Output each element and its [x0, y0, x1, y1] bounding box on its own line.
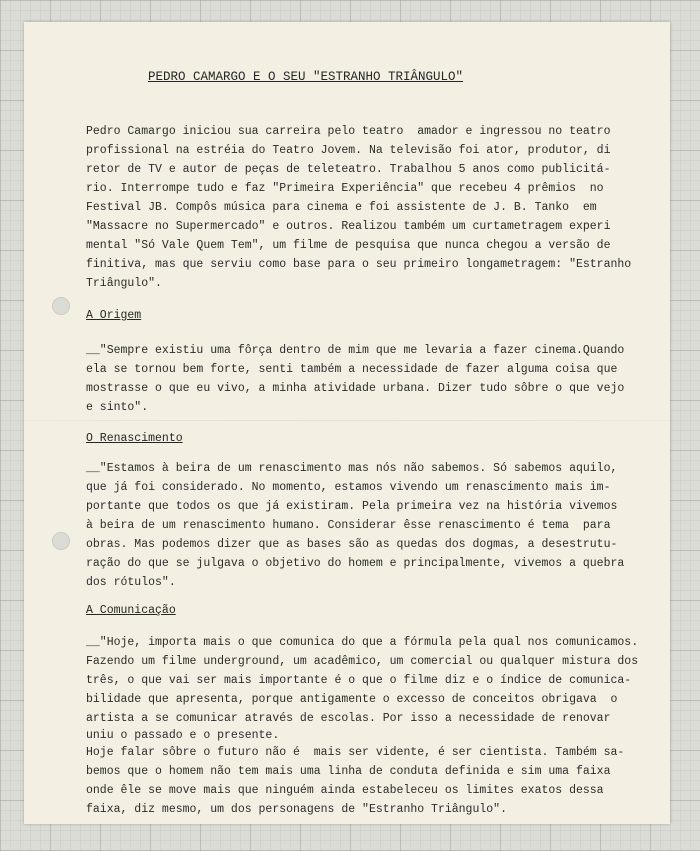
comunicacao-line: faixa, diz mesmo, um dos personagens de "Estranho Triângulo".: [86, 803, 507, 816]
renascimento-line: ração do que se julgava o objetivo do homem e principalmente, vivemos a quebra: [86, 557, 625, 570]
section-heading-renascimento: O Renascimento: [86, 432, 183, 445]
comunicacao-line: três, o que vai ser mais importante é o que o filme diz e o índice de comunica-: [86, 674, 632, 687]
renascimento-line: dos rótulos".: [86, 576, 176, 589]
comunicacao-line: __"Hoje, importa mais o que comunica do que a fórmula pela qual nos comunicamos.: [86, 636, 639, 649]
origem-line: e sinto".: [86, 401, 149, 414]
intro-line: mental "Só Vale Quem Tem", um filme de pesquisa que nunca chegou a versão de: [86, 239, 611, 252]
origem-line: ela se tornou bem forte, senti também a necessidade de fazer alguma coisa que: [86, 363, 618, 376]
comunicacao-line: Fazendo um filme underground, um acadêmico, um comercial ou qualquer mistura dos: [86, 655, 639, 668]
intro-line: Triângulo".: [86, 277, 162, 290]
intro-line: Pedro Camargo iniciou sua carreira pelo teatro amador e ingressou no teatro: [86, 125, 611, 138]
comunicacao-line: onde êle se move mais que ninguém ainda estabeleceu os limites exatos dessa: [86, 784, 604, 797]
intro-line: finitiva, mas que serviu como base para o seu primeiro longametragem: "Estranho: [86, 258, 632, 271]
renascimento-line: à beira de um renascimento humano. Considerar êsse renascimento é tema para: [86, 519, 611, 532]
paper-fold: [24, 420, 670, 421]
section-heading-origem: A Origem: [86, 309, 142, 322]
page-title: PEDRO CAMARGO E O SEU "ESTRANHO TRIÂNGULO": [148, 70, 464, 84]
renascimento-line: __"Estamos à beira de um renascimento mas nós não sabemos. Só sabemos aquilo,: [86, 462, 618, 475]
renascimento-line: obras. Mas podemos dizer que as bases são as quedas dos dogmas, a desestrutu-: [86, 538, 618, 551]
intro-line: profissional na estréia do Teatro Jovem. Na televisão foi ator, produtor, di: [86, 144, 611, 157]
comunicacao-line: uniu o passado e o presente.: [86, 729, 280, 742]
renascimento-line: portante que todos os que já existiram. Pela primeira vez na história vivemos: [86, 500, 618, 513]
comunicacao-line: Hoje falar sôbre o futuro não é mais ser vidente, é ser cientista. Também sa-: [86, 746, 625, 759]
punch-hole: [52, 532, 70, 550]
intro-line: "Massacre no Supermercado" e outros. Realizou também um curtametragem experi: [86, 220, 611, 233]
section-heading-comunicacao: A Comunicação: [86, 604, 176, 617]
comunicacao-line: bemos que o homem não tem mais uma linha de conduta definida e sim uma faixa: [86, 765, 611, 778]
origem-line: __"Sempre existiu uma fôrça dentro de mim que me levaria a fazer cinema.Quando: [86, 344, 625, 357]
comunicacao-line: bilidade que apresenta, porque antigamente o excesso de conceitos obrigava o: [86, 693, 618, 706]
renascimento-line: que já foi considerado. No momento, estamos vivendo um renascimento mais im-: [86, 481, 611, 494]
intro-line: retor de TV e autor de peças de teleteatro. Trabalhou 5 anos como publicitá-: [86, 163, 611, 176]
origem-line: mostrasse o que eu vivo, a minha atividade urbana. Dizer tudo sôbre o que vejo: [86, 382, 625, 395]
comunicacao-line: artista a se comunicar através de escolas. Por isso a necessidade de renovar: [86, 712, 611, 725]
intro-line: Festival JB. Compôs música para cinema e foi assistente de J. B. Tanko em: [86, 201, 597, 214]
punch-hole: [52, 297, 70, 315]
intro-line: rio. Interrompe tudo e faz "Primeira Experiência" que recebeu 4 prêmios no: [86, 182, 604, 195]
